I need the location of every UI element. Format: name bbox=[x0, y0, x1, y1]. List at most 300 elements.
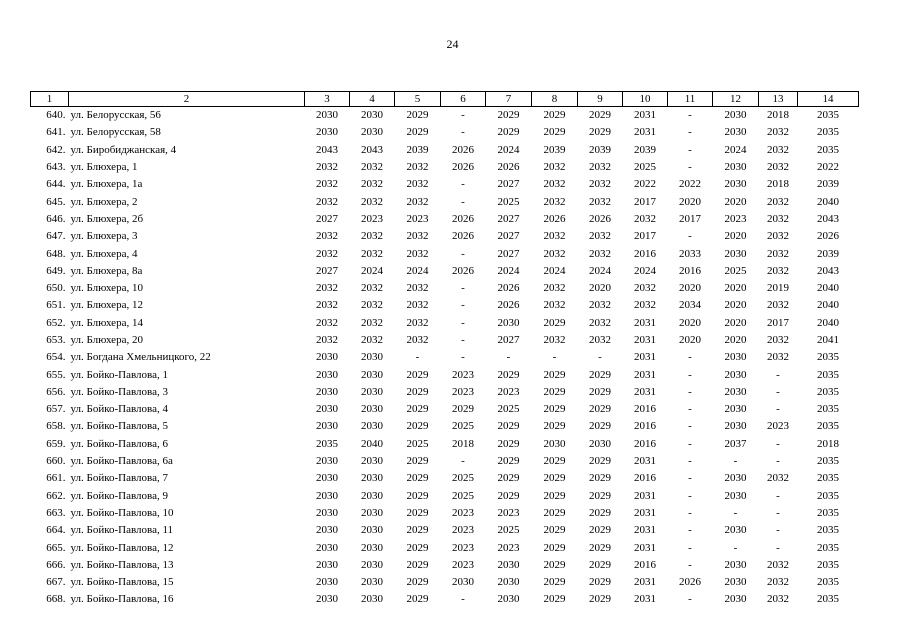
year-cell: 2032 bbox=[543, 178, 566, 191]
year-cell: 2033 bbox=[679, 247, 701, 260]
year-cell: 2023 bbox=[452, 368, 474, 381]
year-cell: 2032 bbox=[543, 247, 566, 260]
table-row bbox=[31, 366, 859, 383]
year-cell: - bbox=[733, 541, 738, 554]
address-cell: ул. Бойко-Павлова, 13 bbox=[70, 558, 174, 571]
year-cell: 2035 bbox=[817, 541, 839, 554]
year-cell: 2032 bbox=[406, 230, 429, 243]
column-header: 11 bbox=[668, 92, 713, 107]
row-number: 646. bbox=[46, 212, 66, 225]
table-row bbox=[31, 297, 859, 314]
year-cell: 2040 bbox=[817, 282, 839, 295]
year-cell: 2025 bbox=[497, 195, 520, 208]
year-cell: 2029 bbox=[406, 593, 429, 606]
year-cell: 2043 bbox=[817, 264, 839, 277]
year-cell: 2039 bbox=[406, 143, 429, 156]
year-cell: 2026 bbox=[589, 212, 611, 225]
year-cell: 2030 bbox=[316, 541, 338, 554]
year-cell: 2024 bbox=[361, 264, 383, 277]
year-cell: 2025 bbox=[497, 524, 520, 537]
year-cell: 2032 bbox=[543, 161, 566, 174]
column-header: 14 bbox=[798, 92, 859, 107]
table-row bbox=[31, 591, 859, 608]
year-cell: - bbox=[461, 334, 465, 346]
year-cell: - bbox=[688, 472, 692, 485]
year-cell: 2029 bbox=[589, 403, 611, 416]
column-header: 3 bbox=[305, 92, 350, 107]
year-cell: 2039 bbox=[543, 143, 566, 156]
column-header: 13 bbox=[759, 92, 798, 107]
year-cell: 2041 bbox=[817, 334, 839, 346]
year-cell: 2035 bbox=[817, 576, 839, 589]
row-number: 665. bbox=[46, 541, 66, 554]
year-cell: 2023 bbox=[452, 541, 474, 554]
year-cell: 2030 bbox=[361, 403, 383, 416]
year-cell: 2030 bbox=[361, 541, 383, 554]
row-number: 645. bbox=[46, 195, 66, 208]
year-cell: 2025 bbox=[634, 161, 656, 174]
year-cell: 2039 bbox=[589, 143, 611, 156]
column-header: 1 bbox=[31, 92, 69, 107]
year-cell: 2029 bbox=[589, 541, 611, 554]
year-cell: 2032 bbox=[361, 161, 383, 174]
year-cell: 2017 bbox=[634, 230, 656, 243]
address-cell: ул. Бойко-Павлова, 5 bbox=[70, 420, 168, 433]
year-cell: 2020 bbox=[724, 316, 747, 329]
year-cell: - bbox=[733, 506, 738, 519]
year-cell: 2029 bbox=[543, 524, 566, 537]
year-cell: 2018 bbox=[767, 178, 789, 191]
year-cell: 2025 bbox=[724, 264, 747, 277]
data-table bbox=[30, 91, 859, 609]
year-cell: 2032 bbox=[634, 212, 656, 225]
table-row bbox=[31, 228, 859, 245]
year-cell: 2032 bbox=[767, 558, 789, 571]
year-cell: 2029 bbox=[497, 472, 520, 485]
table-row bbox=[31, 211, 859, 228]
column-header: 7 bbox=[486, 92, 532, 107]
year-cell: 2031 bbox=[634, 334, 656, 346]
year-cell: 2032 bbox=[316, 195, 338, 208]
year-cell: - bbox=[688, 403, 692, 416]
year-cell: 2026 bbox=[679, 576, 701, 589]
year-cell: 2029 bbox=[589, 576, 611, 589]
year-cell: 2043 bbox=[316, 143, 338, 156]
year-cell: 2029 bbox=[543, 506, 566, 519]
year-cell: 2032 bbox=[316, 247, 338, 260]
address-cell: ул. Блюхера, 1 bbox=[70, 161, 138, 174]
year-cell: 2030 bbox=[316, 576, 338, 589]
year-cell: 2031 bbox=[634, 316, 656, 329]
year-cell: 2032 bbox=[406, 178, 429, 191]
year-cell: 2018 bbox=[817, 437, 839, 450]
year-cell: 2024 bbox=[589, 264, 611, 277]
year-cell: 2031 bbox=[634, 351, 656, 364]
year-cell: - bbox=[688, 143, 692, 156]
year-cell: 2031 bbox=[634, 576, 656, 589]
year-cell: 2030 bbox=[316, 489, 338, 502]
year-cell: 2032 bbox=[767, 351, 789, 364]
year-cell: 2032 bbox=[316, 334, 338, 346]
address-cell: ул. Белорусская, 58 bbox=[70, 126, 161, 139]
column-header: 8 bbox=[532, 92, 578, 107]
address-cell: ул. Блюхера, 2 bbox=[70, 195, 138, 208]
year-cell: 2025 bbox=[406, 437, 429, 450]
year-cell: 2029 bbox=[406, 385, 429, 398]
row-number: 656. bbox=[46, 385, 66, 398]
year-cell: 2020 bbox=[679, 282, 701, 295]
year-cell: 2040 bbox=[817, 316, 839, 329]
year-cell: 2023 bbox=[452, 524, 474, 537]
year-cell: 2030 bbox=[316, 109, 338, 122]
year-cell: 2023 bbox=[452, 558, 474, 571]
year-cell: 2032 bbox=[316, 316, 338, 329]
year-cell: 2032 bbox=[767, 264, 789, 277]
year-cell: 2023 bbox=[361, 212, 383, 225]
year-cell: 2032 bbox=[589, 334, 611, 346]
year-cell: 2029 bbox=[406, 420, 429, 433]
year-cell: 2020 bbox=[724, 195, 747, 208]
row-number: 667. bbox=[46, 576, 66, 589]
year-cell: 2029 bbox=[543, 472, 566, 485]
year-cell: 2029 bbox=[497, 368, 520, 381]
year-cell: 2030 bbox=[361, 524, 383, 537]
address-cell: ул. Бойко-Павлова, 4 bbox=[70, 403, 168, 416]
year-cell: 2030 bbox=[361, 455, 383, 468]
year-cell: 2032 bbox=[406, 282, 429, 295]
year-cell: 2027 bbox=[497, 334, 520, 346]
row-number: 655. bbox=[46, 368, 66, 381]
year-cell: - bbox=[688, 437, 692, 450]
year-cell: 2035 bbox=[817, 489, 839, 502]
year-cell: 2026 bbox=[452, 143, 474, 156]
year-cell: 2030 bbox=[361, 109, 383, 122]
year-cell: - bbox=[461, 247, 465, 260]
year-cell: - bbox=[776, 455, 780, 468]
year-cell: 2030 bbox=[724, 420, 747, 433]
year-cell: 2023 bbox=[452, 385, 474, 398]
year-cell: 2040 bbox=[817, 195, 839, 208]
year-cell: 2032 bbox=[361, 178, 383, 191]
address-cell: ул. Блюхера, 10 bbox=[70, 282, 143, 295]
year-cell: 2023 bbox=[767, 420, 789, 433]
table-row bbox=[31, 193, 859, 210]
year-cell: 2020 bbox=[724, 230, 747, 243]
year-cell: 2029 bbox=[406, 558, 429, 571]
year-cell: 2032 bbox=[406, 247, 429, 260]
year-cell: 2035 bbox=[817, 420, 839, 433]
address-cell: ул. Бойко-Павлова, 3 bbox=[70, 385, 168, 398]
year-cell: 2027 bbox=[497, 230, 520, 243]
year-cell: 2029 bbox=[452, 403, 474, 416]
year-cell: 2029 bbox=[543, 109, 566, 122]
year-cell: 2030 bbox=[316, 524, 338, 537]
year-cell: 2020 bbox=[679, 316, 701, 329]
year-cell: 2029 bbox=[406, 506, 429, 519]
year-cell: 2029 bbox=[543, 558, 566, 571]
year-cell: 2029 bbox=[497, 126, 520, 139]
year-cell: 2026 bbox=[497, 282, 520, 295]
year-cell: 2031 bbox=[634, 506, 656, 519]
row-number: 653. bbox=[46, 334, 66, 346]
year-cell: 2032 bbox=[589, 195, 611, 208]
year-cell: 2032 bbox=[406, 299, 429, 312]
year-cell: 2016 bbox=[634, 472, 656, 485]
address-cell: ул. Бойко-Павлова, 9 bbox=[70, 489, 168, 502]
column-header: 10 bbox=[623, 92, 668, 107]
year-cell: 2027 bbox=[316, 212, 338, 225]
year-cell: 2016 bbox=[679, 264, 701, 277]
year-cell: 2030 bbox=[361, 576, 383, 589]
year-cell: 2029 bbox=[406, 472, 429, 485]
year-cell: 2023 bbox=[497, 506, 520, 519]
year-cell: 2030 bbox=[316, 558, 338, 571]
year-cell: 2032 bbox=[316, 161, 338, 174]
year-cell: - bbox=[688, 161, 692, 174]
table-row bbox=[31, 263, 859, 280]
address-cell: ул. Биробиджанская, 4 bbox=[70, 143, 177, 156]
year-cell: 2035 bbox=[817, 143, 839, 156]
table-row bbox=[31, 176, 859, 193]
year-cell: 2025 bbox=[452, 472, 474, 485]
year-cell: - bbox=[461, 195, 465, 208]
address-cell: ул. Блюхера, 4 bbox=[70, 247, 138, 260]
year-cell: 2030 bbox=[361, 351, 383, 364]
year-cell: 2043 bbox=[361, 143, 383, 156]
year-cell: 2029 bbox=[406, 524, 429, 537]
address-cell: ул. Блюхера, 12 bbox=[70, 299, 143, 312]
address-cell: ул. Богдана Хмельницкого, 22 bbox=[70, 351, 211, 364]
row-number: 642. bbox=[46, 143, 66, 156]
year-cell: 2030 bbox=[316, 506, 338, 519]
year-cell: 2032 bbox=[406, 316, 429, 329]
year-cell: 2029 bbox=[406, 126, 429, 139]
year-cell: 2032 bbox=[406, 334, 429, 346]
row-number: 647. bbox=[46, 230, 66, 243]
year-cell: 2029 bbox=[497, 109, 520, 122]
year-cell: 2023 bbox=[406, 212, 429, 225]
year-cell: 2032 bbox=[589, 230, 611, 243]
year-cell: 2029 bbox=[589, 385, 611, 398]
year-cell: 2035 bbox=[817, 385, 839, 398]
year-cell: 2029 bbox=[589, 524, 611, 537]
year-cell: 2030 bbox=[316, 420, 338, 433]
year-cell: 2029 bbox=[543, 489, 566, 502]
table-row bbox=[31, 401, 859, 418]
year-cell: 2035 bbox=[817, 455, 839, 468]
year-cell: 2025 bbox=[497, 403, 520, 416]
year-cell: 2030 bbox=[724, 576, 747, 589]
year-cell: 2032 bbox=[589, 299, 611, 312]
year-cell: 2032 bbox=[767, 334, 789, 346]
year-cell: 2035 bbox=[817, 524, 839, 537]
year-cell: 2030 bbox=[724, 126, 747, 139]
year-cell: 2024 bbox=[497, 264, 520, 277]
year-cell: 2024 bbox=[406, 264, 429, 277]
year-cell: 2032 bbox=[634, 282, 656, 295]
year-cell: 2030 bbox=[497, 576, 520, 589]
column-header: 5 bbox=[395, 92, 441, 107]
row-number: 661. bbox=[46, 472, 66, 485]
table-row bbox=[31, 349, 859, 366]
year-cell: 2032 bbox=[767, 161, 789, 174]
year-cell: - bbox=[776, 437, 780, 450]
year-cell: 2032 bbox=[589, 316, 611, 329]
year-cell: 2020 bbox=[724, 299, 747, 312]
year-cell: 2032 bbox=[767, 195, 789, 208]
year-cell: 2017 bbox=[634, 195, 656, 208]
year-cell: 2024 bbox=[497, 143, 520, 156]
address-cell: ул. Блюхера, 3 bbox=[70, 230, 138, 243]
row-number: 664. bbox=[46, 524, 66, 537]
year-cell: 2024 bbox=[634, 264, 656, 277]
year-cell: - bbox=[461, 316, 465, 329]
year-cell: 2029 bbox=[543, 576, 566, 589]
address-cell: ул. Бойко-Павлова, 10 bbox=[70, 506, 174, 519]
year-cell: - bbox=[688, 368, 692, 381]
year-cell: 2018 bbox=[767, 109, 789, 122]
year-cell: 2030 bbox=[316, 385, 338, 398]
year-cell: 2030 bbox=[724, 161, 747, 174]
row-number: 660. bbox=[46, 455, 66, 468]
year-cell: 2025 bbox=[452, 420, 474, 433]
year-cell: 2029 bbox=[589, 109, 611, 122]
address-cell: ул. Бойко-Павлова, 15 bbox=[70, 576, 174, 589]
year-cell: 2029 bbox=[589, 420, 611, 433]
year-cell: 2030 bbox=[724, 351, 747, 364]
address-cell: ул. Блюхера, 8а bbox=[70, 264, 143, 277]
row-number: 648. bbox=[46, 247, 66, 260]
year-cell: 2027 bbox=[497, 212, 520, 225]
year-cell: 2029 bbox=[543, 316, 566, 329]
year-cell: 2032 bbox=[316, 299, 338, 312]
year-cell: 2031 bbox=[634, 489, 656, 502]
year-cell: - bbox=[688, 455, 692, 468]
year-cell: 2040 bbox=[361, 437, 383, 450]
year-cell: 2035 bbox=[817, 558, 839, 571]
year-cell: 2026 bbox=[497, 299, 520, 312]
year-cell: 2029 bbox=[406, 576, 429, 589]
year-cell: 2035 bbox=[817, 109, 839, 122]
year-cell: 2024 bbox=[543, 264, 566, 277]
year-cell: - bbox=[688, 385, 692, 398]
year-cell: 2029 bbox=[589, 126, 611, 139]
year-cell: 2030 bbox=[497, 316, 520, 329]
year-cell: 2016 bbox=[634, 420, 656, 433]
year-cell: - bbox=[688, 351, 692, 364]
table-row bbox=[31, 124, 859, 141]
row-number: 668. bbox=[46, 593, 66, 606]
year-cell: 2030 bbox=[452, 576, 474, 589]
year-cell: 2032 bbox=[767, 299, 789, 312]
year-cell: 2035 bbox=[817, 351, 839, 364]
year-cell: 2020 bbox=[724, 334, 747, 346]
year-cell: - bbox=[688, 126, 692, 139]
year-cell: 2030 bbox=[361, 368, 383, 381]
year-cell: 2029 bbox=[543, 385, 566, 398]
year-cell: 2029 bbox=[543, 403, 566, 416]
year-cell: 2032 bbox=[634, 299, 656, 312]
year-cell: 2030 bbox=[361, 593, 383, 606]
column-header: 9 bbox=[578, 92, 623, 107]
year-cell: - bbox=[688, 541, 692, 554]
address-cell: ул. Бойко-Павлова, 7 bbox=[70, 472, 168, 485]
year-cell: 2030 bbox=[361, 506, 383, 519]
year-cell: 2029 bbox=[543, 593, 566, 606]
year-cell: - bbox=[688, 593, 692, 606]
year-cell: - bbox=[776, 385, 780, 398]
year-cell: 2030 bbox=[589, 437, 611, 450]
year-cell: - bbox=[776, 489, 780, 502]
year-cell: 2029 bbox=[497, 437, 520, 450]
year-cell: 2031 bbox=[634, 126, 656, 139]
table-row bbox=[31, 505, 859, 522]
year-cell: 2030 bbox=[316, 593, 338, 606]
year-cell: 2032 bbox=[406, 195, 429, 208]
address-cell: ул. Бойко-Павлова, 16 bbox=[70, 593, 174, 606]
address-cell: ул. Бойко-Павлова, 1 bbox=[70, 368, 168, 381]
year-cell: 2030 bbox=[497, 593, 520, 606]
year-cell: 2029 bbox=[543, 420, 566, 433]
year-cell: 2023 bbox=[724, 212, 747, 225]
year-cell: 2035 bbox=[817, 126, 839, 139]
year-cell: - bbox=[461, 126, 465, 139]
year-cell: 2043 bbox=[817, 212, 839, 225]
year-cell: 2032 bbox=[543, 334, 566, 346]
year-cell: 2030 bbox=[724, 109, 747, 122]
year-cell: 2032 bbox=[361, 299, 383, 312]
year-cell: - bbox=[461, 282, 465, 295]
year-cell: 2035 bbox=[817, 472, 839, 485]
column-header: 2 bbox=[69, 92, 305, 107]
year-cell: - bbox=[461, 455, 465, 468]
year-cell: 2030 bbox=[361, 420, 383, 433]
table-row bbox=[31, 107, 859, 125]
year-cell: 2031 bbox=[634, 368, 656, 381]
year-cell: 2026 bbox=[452, 230, 474, 243]
row-number: 643. bbox=[46, 161, 66, 174]
year-cell: 2032 bbox=[767, 212, 789, 225]
year-cell: - bbox=[461, 299, 465, 312]
row-number: 650. bbox=[46, 282, 66, 295]
year-cell: - bbox=[688, 230, 692, 243]
year-cell: 2035 bbox=[817, 368, 839, 381]
year-cell: - bbox=[461, 593, 465, 606]
year-cell: 2031 bbox=[634, 385, 656, 398]
row-number: 658. bbox=[46, 420, 66, 433]
column-header: 12 bbox=[713, 92, 759, 107]
year-cell: 2031 bbox=[634, 593, 656, 606]
year-cell: 2032 bbox=[361, 247, 383, 260]
row-number: 659. bbox=[46, 437, 66, 450]
year-cell: 2016 bbox=[634, 558, 656, 571]
year-cell: 2030 bbox=[361, 126, 383, 139]
year-cell: 2032 bbox=[767, 593, 789, 606]
year-cell: 2029 bbox=[406, 403, 429, 416]
column-header: 4 bbox=[350, 92, 395, 107]
table-row bbox=[31, 488, 859, 505]
year-cell: 2017 bbox=[679, 212, 701, 225]
year-cell: 2037 bbox=[724, 437, 747, 450]
page-number: 24 bbox=[446, 37, 459, 51]
year-cell: 2018 bbox=[452, 437, 474, 450]
year-cell: 2031 bbox=[634, 455, 656, 468]
year-cell: - bbox=[552, 351, 557, 364]
year-cell: 2032 bbox=[589, 178, 611, 191]
year-cell: 2022 bbox=[679, 178, 701, 191]
year-cell: 2020 bbox=[724, 282, 747, 295]
year-cell: 2025 bbox=[452, 489, 474, 502]
